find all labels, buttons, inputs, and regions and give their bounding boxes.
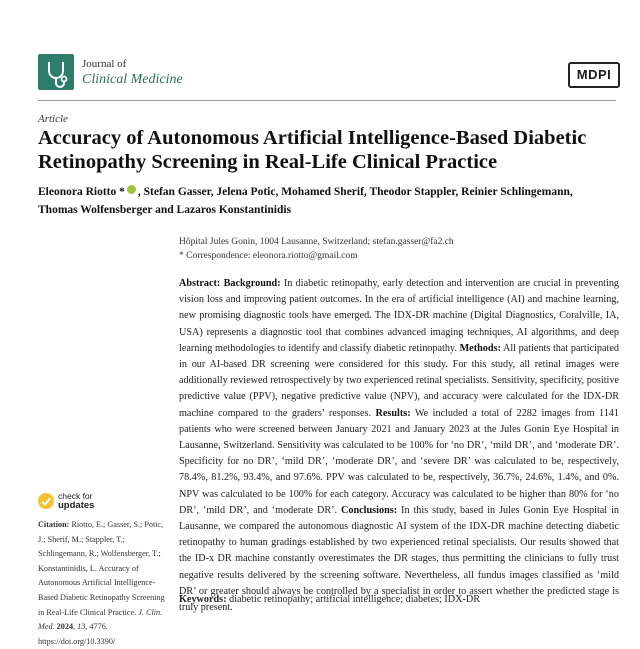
- citation-label: Citation:: [38, 520, 70, 529]
- methods-label: Methods:: [459, 342, 501, 354]
- authors-line-1: , Stefan Gasser, Jelena Potic, Mohamed Sherif, Theodor Stappler, Reinier Schlingemann,: [137, 186, 573, 198]
- conclusions-label: Conclusions:: [341, 504, 398, 516]
- author-list: [38, 183, 628, 219]
- background-text: In diabetic retinopathy, early detection and intervention are crucial in preventing vision loss and improving patient outcomes. In the era of artificial intelligence (AI) and machine learning, new promising diagnostic tools have emerged. The IDX-DR machine (Digital Diagnostics, Coralville, IA, USA) represents a diagnostic tool that combines advanced imaging techniques, AI algorithms, and deep learning methodologies to identify and classify diabetic retinopathy.: [179, 278, 620, 354]
- updates-label: updates: [58, 500, 95, 511]
- check-for-label: check for: [58, 491, 93, 501]
- first-author[interactable]: Eleonora Riotto *: [38, 186, 125, 198]
- abstract: [179, 276, 619, 616]
- article-type: Article: [38, 113, 68, 125]
- header-divider: [38, 100, 616, 101]
- keywords-text: diabetic retinopathy; artificial intelligence; diabetes; IDX-DR: [229, 594, 481, 605]
- citation-volume: 13,: [77, 622, 88, 632]
- check-for-updates-icon[interactable]: [37, 492, 55, 510]
- results-text: We included a total of 2282 images from 1141 patients who were screened between January 2021 and January 2023 at the Jules Gonin Eye Hospital in Lausanne, Switzerland. Sensitivity was calculated to be 100% for ‘no DR’, ‘mild DR’, and ‘moderate DR’. Specificity for no DR’, ‘mild DR’, ‘moderate DR’, and ‘severe DR’ was calculated to be, respectively, 78.4%, 81.2%, 93.4%, and 97.6%. PPV was calculated to be, respectively, 36.7%, 24.6%, 1.4%, and 0%. NPV was calculated to be 100% for each category. Accuracy was calculated to be higher than 80% for ‘no DR’, ‘mild DR’, and ‘moderate DR’.: [179, 407, 619, 516]
- article-title: Accuracy of Autonomous Artificial Intelligence-Based Diabetic Retinopathy Screening in Real-Life Clinical Practice: [38, 127, 587, 173]
- keywords-label: Keywords:: [179, 594, 227, 605]
- results-label: Results:: [375, 407, 411, 419]
- conclusions-text: In this study, based in Jules Gonin Eye Hospital in Lausanne, we compared the autonomous diagnostic AI system of the IDX-DR machine detecting diabetic retinopathy to human gradings established by two experienced retinal specialists. Our results showed that the ID-x DR machine constantly overestimates the DR stages, thus permitting the clinicians to fully trust negative results delivered by the screening software. Nevertheless, all fundus images classified as ‘mild DR’ or greater should always be controlled by a specialist in order to assert whether the predicted stage is truly present.: [179, 504, 619, 614]
- citation-doi[interactable]: 4776. https://doi.org/10.3390/: [38, 622, 116, 646]
- affiliation: Hôpital Jules Gonin, 1004 Lausanne, Switzerland; stefan.gasser@fa2.ch: [179, 237, 454, 247]
- orcid-icon[interactable]: [127, 185, 136, 194]
- citation: Citation: Riotto, E.; Gasser, S.; Potic, J.; Sherif, M.; Stappler, T.; Schlingemann, R.; Wolfensberger, T.; Konstantinidis, L. Accuracy of Autonomous Artificial Intelligence-Based Diabetic Retinopathy Screening in Real-Life Clinical Practice. J. Clin. Med. 2024, 13, 4776. https://doi.org/10.3390/: [38, 520, 165, 646]
- stethoscope-icon: [38, 54, 74, 90]
- citation-text: Riotto, E.; Gasser, S.; Potic, J.; Sherif, M.; Stappler, T.; Schlingemann, R.; Wolfensberger, T.; Konstantinidis, L. Accuracy of Autonomous Artificial Intelligence-Based Diabetic Retinopathy Screening in Real-Life Clinical Practice.: [38, 520, 165, 617]
- correspondence: * Correspondence: eleonora.riotto@gmail.com: [179, 251, 358, 261]
- publisher-logo: MDPI: [568, 62, 620, 88]
- citation-journal: J. Clin. Med.: [38, 607, 163, 632]
- background-label: Background:: [223, 278, 281, 289]
- citation-year: 2024: [56, 622, 74, 632]
- methods-text: All patients that participated in our AI-based DR screening were considered for this study. For this study, all retinal images were additionally reviewed retrospectively by two experienced retinal specialists. Sensitivity, specificity, positive predictive value (PPV), negative predictive value (NPV), and accuracy were calculated for the IDX-DR machine compared to the graders’ responses.: [179, 342, 619, 419]
- keywords: [179, 594, 480, 605]
- journal-prefix: Journal of: [82, 58, 127, 70]
- authors-line-2: Thomas Wolfensberger and Lazaros Konstantinidis: [38, 204, 292, 216]
- check-for-updates[interactable]: [58, 491, 94, 511]
- journal-logo: [38, 54, 74, 90]
- abstract-label: Abstract:: [179, 278, 221, 289]
- journal-name: Clinical Medicine: [82, 72, 183, 87]
